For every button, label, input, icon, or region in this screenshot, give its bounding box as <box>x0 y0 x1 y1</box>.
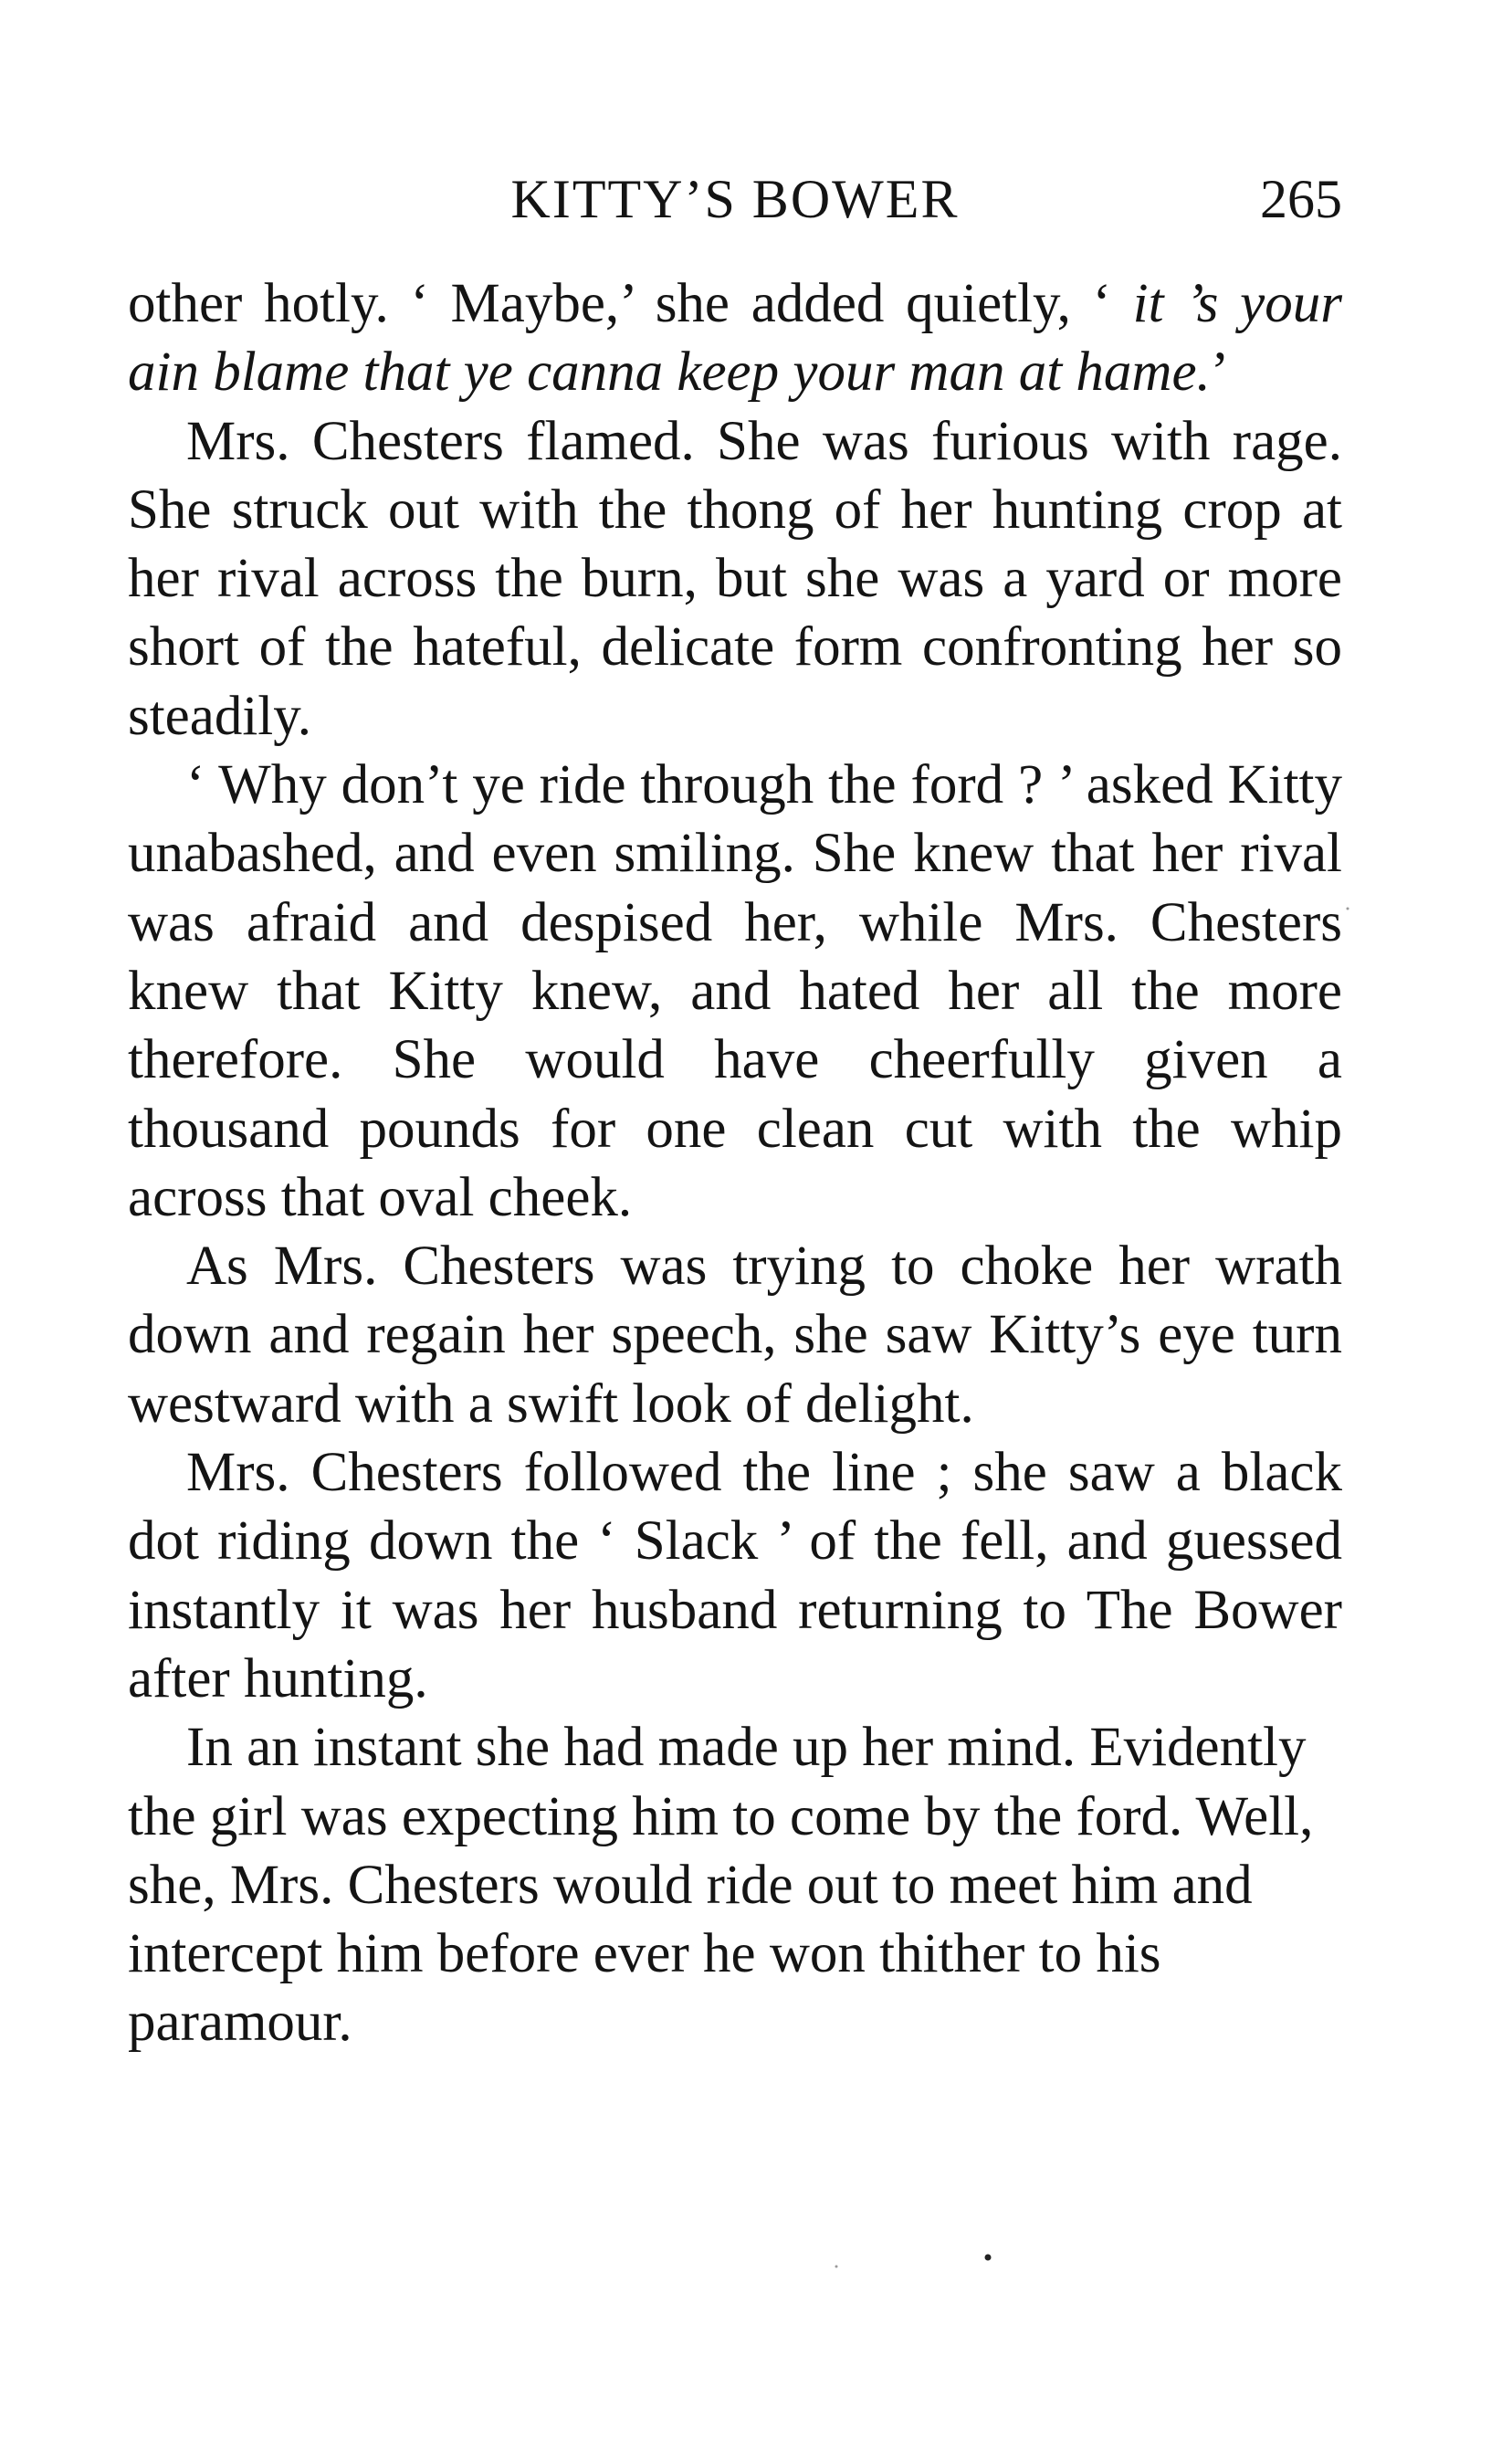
running-title: KITTY’S BOWER <box>510 169 960 229</box>
paragraph-4: As Mrs. Chesters was trying to choke her wrath down and regain her speech, she saw Kitty’s eye turn westward with a swift look of delight. <box>128 1236 1342 1435</box>
paragraph-2: Mrs. Chesters flamed. She was furious with rage. She struck out with the thong of her hunting crop at her rival across the burn, but she was a yard or more short of the hateful, delicate form confronting her so steadily. <box>128 410 1342 747</box>
ink-speck <box>1347 908 1349 910</box>
running-head <box>128 163 1342 236</box>
paragraph-5: Mrs. Chesters followed the line ; she saw a black dot riding down the ‘ Slack ’ of the fell, and guessed instantly it was her husband returning to The Bower after hunting. <box>128 1442 1342 1709</box>
paragraph-1-italic-dialect: it ’s your ain blame that ye canna keep your man at hame. <box>128 273 1342 404</box>
paragraph-1 <box>128 269 1342 407</box>
body-text <box>128 269 1342 2057</box>
ink-speck <box>835 2266 838 2268</box>
paragraph-6: In an instant she had made up her mind. Evidently the girl was expecting him to come by the ford. Well, she, Mrs. Chesters would ride out to meet him and intercept him before ever he won thither to his paramour. <box>128 1717 1314 2054</box>
paragraph-3: ‘ Why don’t ye ride through the ford ? ’ asked Kitty unabashed, and even smiling. She knew that her rival was afraid and despised her, while Mrs. Chesters knew that Kitty knew, and hated her all the more therefore. She would have cheerfully given a thousand pounds for one clean cut with the whip across that oval cheek. <box>128 754 1342 1228</box>
paragraph-1-end: ’ <box>1210 342 1230 404</box>
paragraph-1-start: other hotly. ‘ Maybe,’ she added quietly, ‘ <box>128 273 1133 334</box>
page-number: 265 <box>1260 169 1342 229</box>
ink-speck <box>985 2255 992 2261</box>
